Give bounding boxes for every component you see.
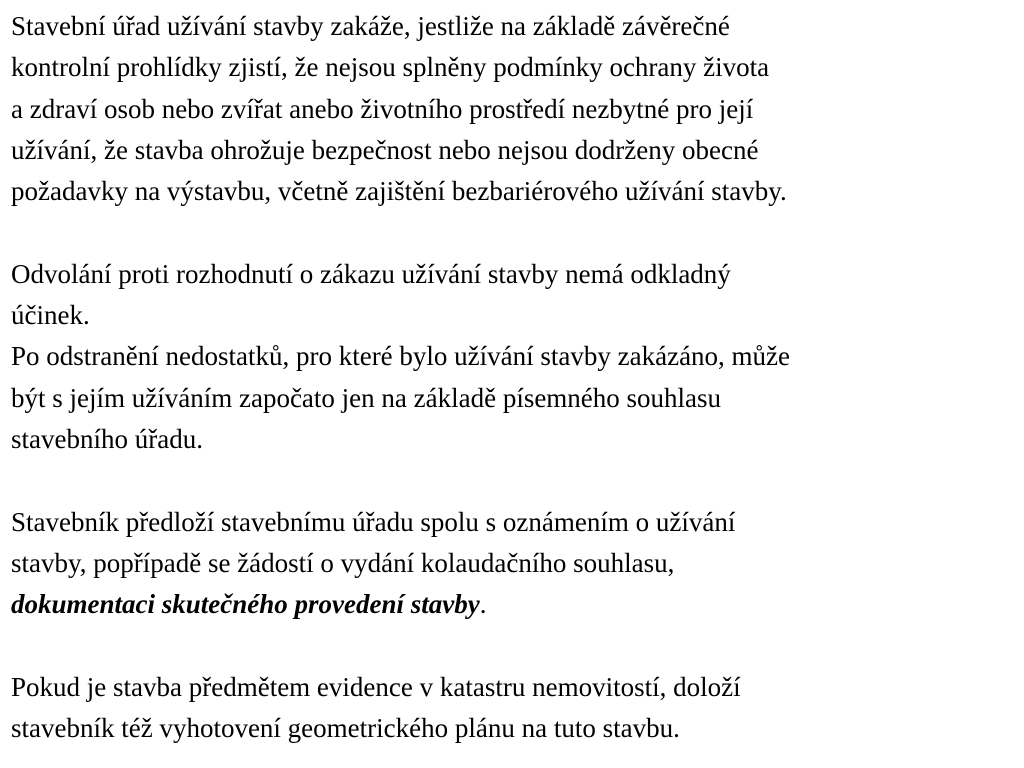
trailing-period: . bbox=[479, 589, 487, 620]
text-line: stavebník též vyhotovení geometrického plánu na tuto stavbu. bbox=[11, 713, 680, 744]
paragraph-spacer bbox=[11, 460, 1024, 501]
text-line: Stavební úřad užívání stavby zakáže, jestliže na základě závěrečné bbox=[11, 11, 730, 41]
paragraph-documentation bbox=[11, 502, 1024, 626]
paragraph-resumption bbox=[11, 336, 1024, 460]
paragraph-usage-ban bbox=[11, 6, 1024, 212]
text-line: užívání, že stavba ohrožuje bezpečnost nebo nejsou dodrženy obecné bbox=[11, 134, 759, 165]
paragraph-spacer bbox=[11, 625, 1024, 666]
text-line: být s jejím užíváním započato jen na základě písemného souhlasu bbox=[11, 382, 722, 413]
text-line: požadavky na výstavbu, včetně zajištění bezbariérového užívání stavby. bbox=[11, 176, 787, 207]
text-line: Odvolání proti rozhodnutí o zákazu užívání stavby nemá odkladný bbox=[11, 258, 731, 289]
paragraph-cadastre bbox=[11, 667, 1024, 750]
text-line: Po odstranění nedostatků, pro které bylo užívání stavby zakázáno, může bbox=[11, 341, 791, 372]
text-line: stavebního úřadu. bbox=[11, 423, 203, 454]
text-line: a zdraví osob nebo zvířat anebo životního prostředí nezbytné pro její bbox=[11, 93, 754, 124]
paragraph-spacer bbox=[11, 212, 1024, 253]
text-line: Stavebník předloží stavebnímu úřadu spolu s oznámením o užívání bbox=[11, 506, 736, 537]
text-line: Pokud je stavba předmětem evidence v katastru nemovitostí, doloží bbox=[11, 671, 741, 702]
emphasis-text: dokumentaci skutečného provedení stavby bbox=[11, 589, 480, 620]
text-line: stavby, popřípadě se žádostí o vydání kolaudačního souhlasu, bbox=[11, 547, 675, 578]
text-line: kontrolní prohlídky zjistí, že nejsou splněny podmínky ochrany života bbox=[11, 52, 770, 83]
text-line: účinek. bbox=[11, 300, 90, 331]
text-line-emphasis bbox=[11, 584, 1024, 625]
paragraph-appeal bbox=[11, 254, 1024, 337]
